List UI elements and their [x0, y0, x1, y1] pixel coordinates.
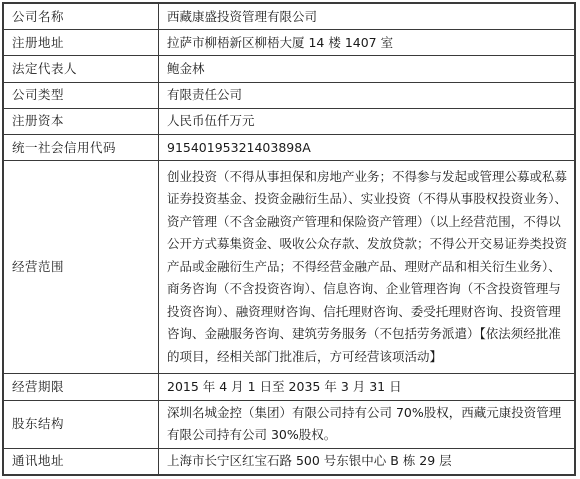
- value-shareholder-structure: 深圳名城金控（集团）有限公司持有公司 70%股权，西藏元康投资管理有限公司持有公司 30%股权。: [159, 400, 575, 448]
- row-operating-period: [4, 374, 575, 400]
- label-credit-code: 统一社会信用代码: [4, 134, 159, 160]
- value-operating-period: 2015 年 4 月 1 日至 2035 年 3 月 31 日: [159, 374, 575, 400]
- company-info-sheet: [2, 2, 576, 476]
- row-legal-representative: [4, 56, 575, 82]
- row-business-scope: [4, 161, 575, 374]
- label-registered-address: 注册地址: [4, 30, 159, 56]
- row-shareholder-structure: [4, 400, 575, 448]
- label-legal-representative: 法定代表人: [4, 56, 159, 82]
- value-registered-capital: 人民币伍仟万元: [159, 108, 575, 134]
- label-shareholder-structure: 股东结构: [4, 400, 159, 448]
- row-registered-capital: [4, 108, 575, 134]
- value-company-name: 西藏康盛投资管理有限公司: [159, 4, 575, 30]
- label-operating-period: 经营期限: [4, 374, 159, 400]
- value-registered-address: 拉萨市柳梧新区柳梧大厦 14 楼 1407 室: [159, 30, 575, 56]
- row-company-type: [4, 82, 575, 108]
- label-company-name: 公司名称: [4, 4, 159, 30]
- value-company-type: 有限责任公司: [159, 82, 575, 108]
- label-mailing-address: 通讯地址: [4, 448, 159, 474]
- value-business-scope: 创业投资（不得从事担保和房地产业务；不得参与发起或管理公募或私募证券投资基金、投资金融衍生品）、实业投资（不得从事股权投资业务）、资产管理（不含金融资产管理和保险资产管理）（以上经营范围，不得以公开方式募集资金、吸收公众存款、发放贷款；不得公开交易证券类投资产品或金融衍生产品；不得经营金融产品、理财产品和相关衍生业务）、商务咨询（不含投资咨询）、信息咨询、企业管理咨询（不含投资管理与投资咨询）、融资理财咨询、信托理财咨询、委受托理财咨询、投资管理咨询、金融服务咨询、建筑劳务服务（不包括劳务派遣）【依法须经批准的项目，经相关部门批准后，方可经营该项活动】: [159, 161, 575, 374]
- row-mailing-address: [4, 448, 575, 474]
- row-registered-address: [4, 30, 575, 56]
- row-company-name: [4, 4, 575, 30]
- row-credit-code: [4, 134, 575, 160]
- label-company-type: 公司类型: [4, 82, 159, 108]
- value-legal-representative: 鲍金林: [159, 56, 575, 82]
- label-business-scope: 经营范围: [4, 161, 159, 374]
- company-info-table: [3, 3, 575, 475]
- value-credit-code: 91540195321403898A: [159, 134, 575, 160]
- value-mailing-address: 上海市长宁区红宝石路 500 号东银中心 B 栋 29 层: [159, 448, 575, 474]
- label-registered-capital: 注册资本: [4, 108, 159, 134]
